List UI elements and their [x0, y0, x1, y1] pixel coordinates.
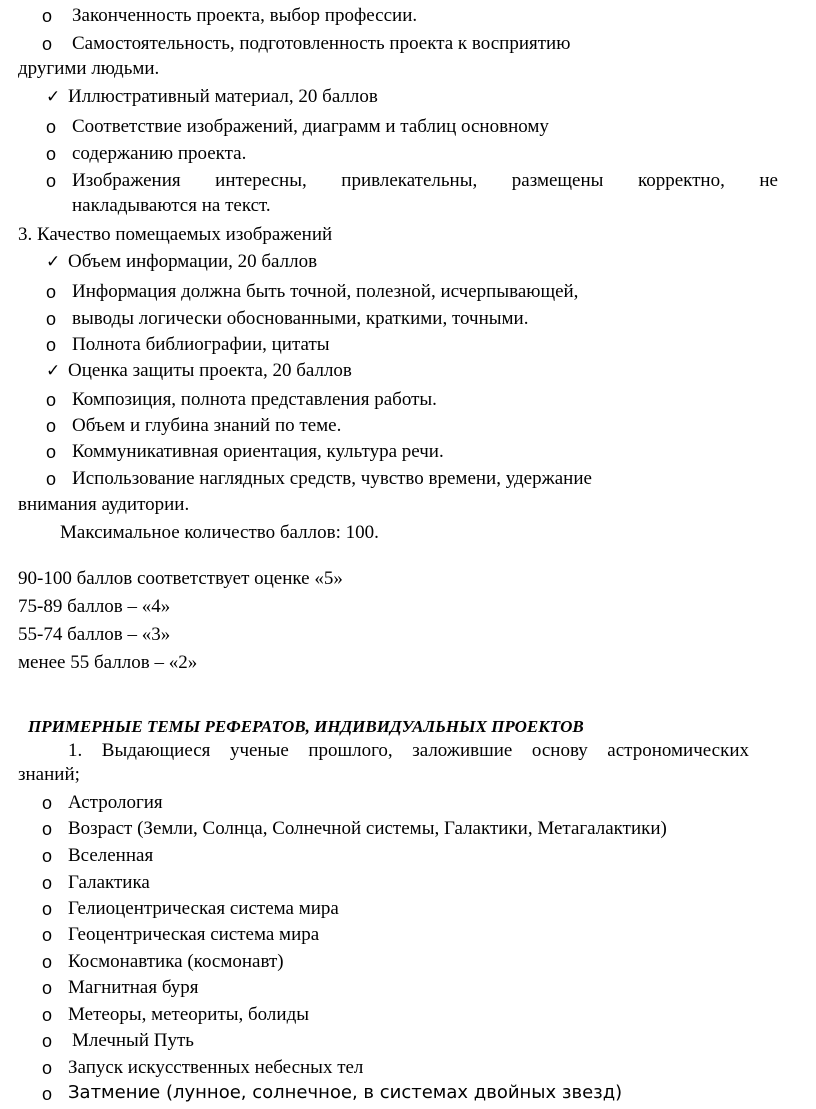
- topics-heading: ПРИМЕРНЫЕ ТЕМЫ РЕФЕРАТОВ, ИНДИВИДУАЛЬНЫХ ПРОЕКТОВ: [28, 717, 584, 736]
- criteria-item: Коммуникативная ориентация, культура речи.: [72, 441, 444, 462]
- bullet-circle-icon: o: [42, 952, 53, 972]
- bullet-circle-icon: o: [46, 442, 57, 462]
- bullet-circle-icon: o: [46, 171, 57, 191]
- grade-line: менее 55 баллов – «2»: [18, 652, 198, 673]
- criteria-heading: Объем информации, 20 баллов: [68, 251, 318, 272]
- bullet-circle-icon: o: [42, 793, 53, 813]
- checkmark-icon: ✓: [46, 361, 61, 381]
- criteria-item: Законченность проекта, выбор профессии.: [72, 5, 418, 26]
- checkmark-icon: ✓: [46, 87, 61, 107]
- bullet-circle-icon: o: [42, 1031, 53, 1051]
- grade-line: 55-74 баллов – «3»: [18, 624, 171, 645]
- bullet-circle-icon: o: [46, 144, 57, 164]
- topic-item: Гелиоцентрическая система мира: [68, 898, 339, 919]
- criteria-heading: Оценка защиты проекта, 20 баллов: [68, 360, 352, 381]
- topic-item: Космонавтика (космонавт): [68, 951, 284, 972]
- topic-item: Вселенная: [68, 845, 154, 866]
- topic-item: Магнитная буря: [68, 977, 199, 998]
- bullet-circle-icon: o: [46, 335, 57, 355]
- checkmark-icon: ✓: [46, 252, 61, 272]
- criteria-item: Информация должна быть точной, полезной, исчерпывающей,: [72, 281, 579, 302]
- topic-item: Галактика: [68, 872, 150, 893]
- criteria-item-continuation: накладываются на текст.: [72, 195, 271, 216]
- criteria-heading: Иллюстративный материал, 20 баллов: [68, 86, 378, 107]
- bullet-circle-icon: o: [42, 978, 53, 998]
- bullet-circle-icon: o: [46, 416, 57, 436]
- topic-item: Возраст (Земли, Солнца, Солнечной системы, Галактики, Метагалактики): [68, 818, 667, 839]
- criteria-item: Соответствие изображений, диаграмм и таблиц основному: [72, 116, 549, 137]
- criteria-item: Полнота библиографии, цитаты: [72, 334, 330, 355]
- bullet-circle-icon: o: [46, 469, 57, 489]
- topic-item: Затмение (лунное, солнечное, в системах двойных звезд): [68, 1082, 623, 1103]
- topic-item: Астрология: [68, 792, 163, 813]
- criteria-item: Изображения интересны, привлекательны, размещены корректно, не: [72, 170, 778, 191]
- bullet-circle-icon: o: [46, 117, 57, 137]
- bullet-circle-icon: o: [42, 34, 53, 54]
- bullet-circle-icon: o: [42, 1084, 53, 1104]
- criteria-item-continuation: внимания аудитории.: [18, 494, 190, 515]
- criteria-item: Объем и глубина знаний по теме.: [72, 415, 342, 436]
- section-title: 3. Качество помещаемых изображений: [18, 224, 333, 245]
- bullet-circle-icon: o: [42, 846, 53, 866]
- bullet-circle-icon: o: [42, 6, 53, 26]
- criteria-item-continuation: другими людьми.: [18, 58, 160, 79]
- topic-item: Геоцентрическая система мира: [68, 924, 320, 945]
- criteria-item: выводы логически обоснованными, краткими, точными.: [72, 308, 529, 329]
- criteria-item: Использование наглядных средств, чувство времени, удержание: [72, 468, 592, 489]
- bullet-circle-icon: o: [42, 873, 53, 893]
- bullet-circle-icon: o: [42, 899, 53, 919]
- bullet-circle-icon: o: [46, 309, 57, 329]
- bullet-circle-icon: o: [46, 390, 57, 410]
- bullet-circle-icon: o: [42, 1058, 53, 1078]
- bullet-circle-icon: o: [42, 925, 53, 945]
- topics-intro: 1. Выдающиеся ученые прошлого, заложившие основу астрономических: [68, 740, 749, 761]
- max-score-text: Максимальное количество баллов: 100.: [60, 522, 379, 543]
- criteria-item: содержанию проекта.: [72, 143, 247, 164]
- topics-intro-continuation: знаний;: [18, 764, 80, 785]
- grade-line: 75-89 баллов – «4»: [18, 596, 171, 617]
- topic-item: Метеоры, метеориты, болиды: [68, 1004, 310, 1025]
- bullet-circle-icon: o: [42, 1005, 53, 1025]
- topic-item: Запуск искусственных небесных тел: [68, 1057, 364, 1078]
- bullet-circle-icon: o: [46, 282, 57, 302]
- criteria-item: Самостоятельность, подготовленность проекта к восприятию: [72, 33, 571, 54]
- criteria-item: Композиция, полнота представления работы.: [72, 389, 437, 410]
- topic-item: Млечный Путь: [72, 1030, 194, 1051]
- grade-line: 90-100 баллов соответствует оценке «5»: [18, 568, 343, 589]
- bullet-circle-icon: o: [42, 819, 53, 839]
